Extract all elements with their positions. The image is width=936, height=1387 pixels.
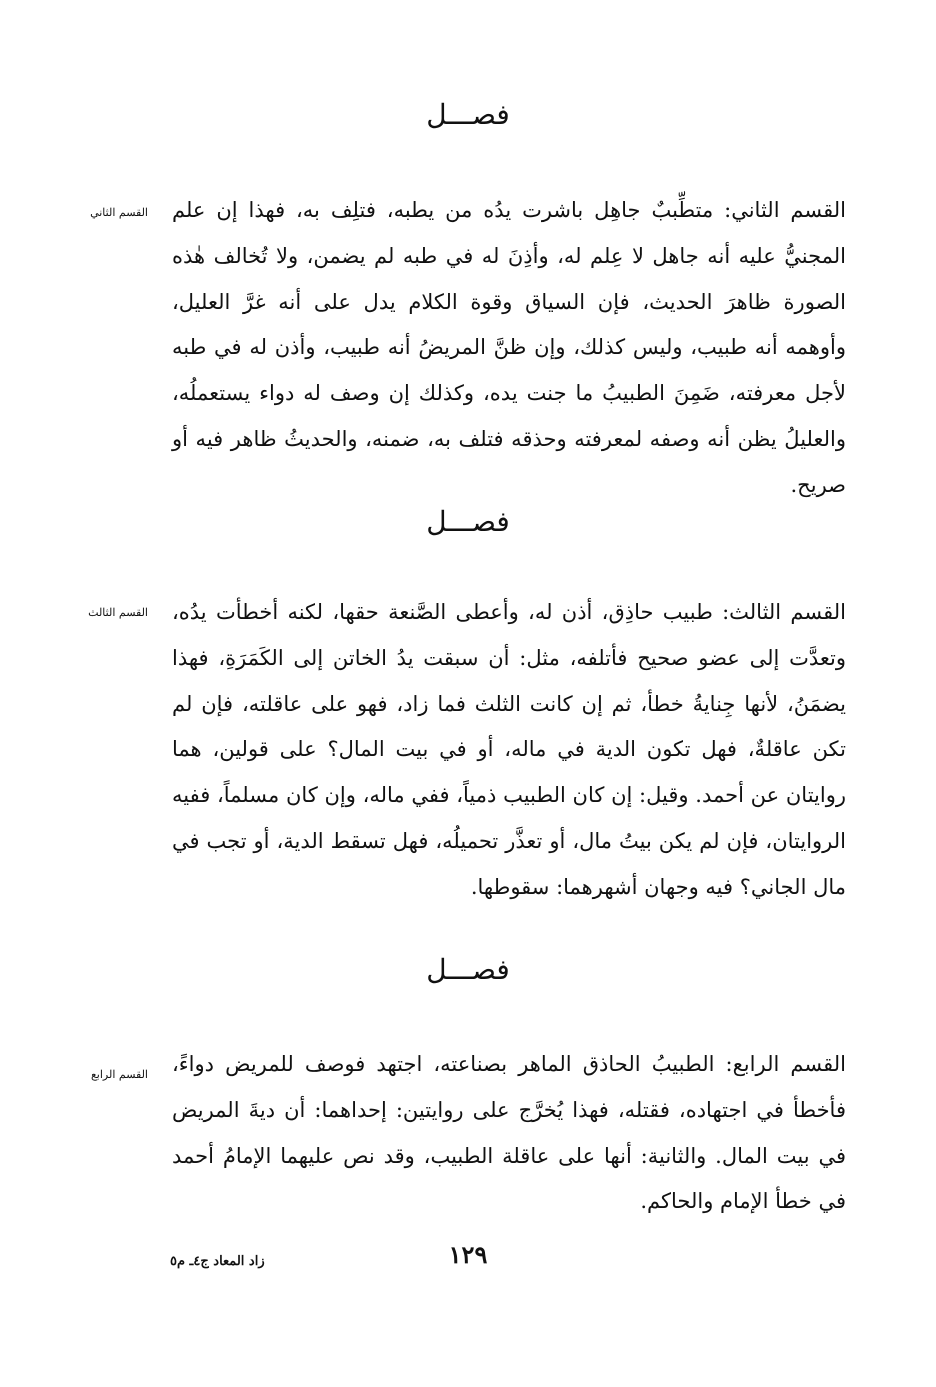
page-number: ١٢٩ (448, 1240, 488, 1269)
margin-note: القسم الرابع (90, 1068, 148, 1081)
margin-note: القسم الثاني (90, 206, 148, 219)
section-paragraph: القسم الثالث: طبيب حاذِق، أذن له، وأعطى الصَّنعة حقها، لكنه أخطأت يدُه، وتعدَّت إلى عضو صحيح فأتلفه، مثل: أن سبقت يدُ الخاتن إلى الكَمَرَةِ، فهذا يضمَنُ، لأنها جِنايةُ خطأ، ثم إن كانت الثلث فما زاد، فهو على عاقلته، فإن لم تكن عاقلةٌ، فهل تكون الدية في ماله، أو في بيت المال؟ على قولين، هما روايتان عن أحمد. وقيل: إن كان الطبيب ذمياً، ففي ماله، وإن كان مسلماً، ففيه الروايتان، فإن لم يكن بيتُ مال، أو تعذَّر تحميلُه، فهل تسقط الدية، أو تجب في مال الجاني؟ فيه وجهان أشهرهما: سقوطها. (172, 600, 846, 899)
section-heading: فصـــل (426, 98, 510, 131)
section-paragraph: القسم الرابع: الطبيبُ الحاذق الماهر بصناعته، اجتهد فوصف للمريض دواءً، فأخطأ في اجتهاده، فقتله، فهذا يُخرَّج على روايتين: إحداهما: أن ديةَ المريض في بيت المال. والثانية: أنها على عاقلة الطبيب، وقد نص عليهما الإمامُ أحمد في خطأ الإمام والحاكم. (172, 1052, 846, 1214)
section-paragraph: القسم الثاني: متطِّببٌ جاهِل باشرت يدُه من يطبه، فتلِف به، فهذا إن علم المجنيُّ عليه أنه جاهل لا عِلم له، وأذِنَ له في طبه لم يضمن، ولا تُخالف هٰذه الصورة ظاهرَ الحديث، فإن السياق وقوة الكلام يدل على أنه غرَّ العليل، وأوهمه أنه طبيب، وليس كذلك، وإن ظنَّ المريضُ أنه طبيب، وأذن له في طبه لأجل معرفته، ضَمِنَ الطبيبُ ما جنت يده، وكذلك إن وصف له دواء يستعملُه، والعليلُ يظن أنه وصفه لمعرفته وحذقه فتلف به، ضمنه، والحديثُ ظاهر فيه أو صريح. (172, 198, 846, 497)
section-heading: فصـــل (426, 953, 510, 986)
section-heading: فصـــل (426, 505, 510, 538)
margin-note: القسم الثالث (88, 606, 148, 619)
signature-mark: زاد المعاد ج٤ـ م٥ (170, 1254, 265, 1269)
